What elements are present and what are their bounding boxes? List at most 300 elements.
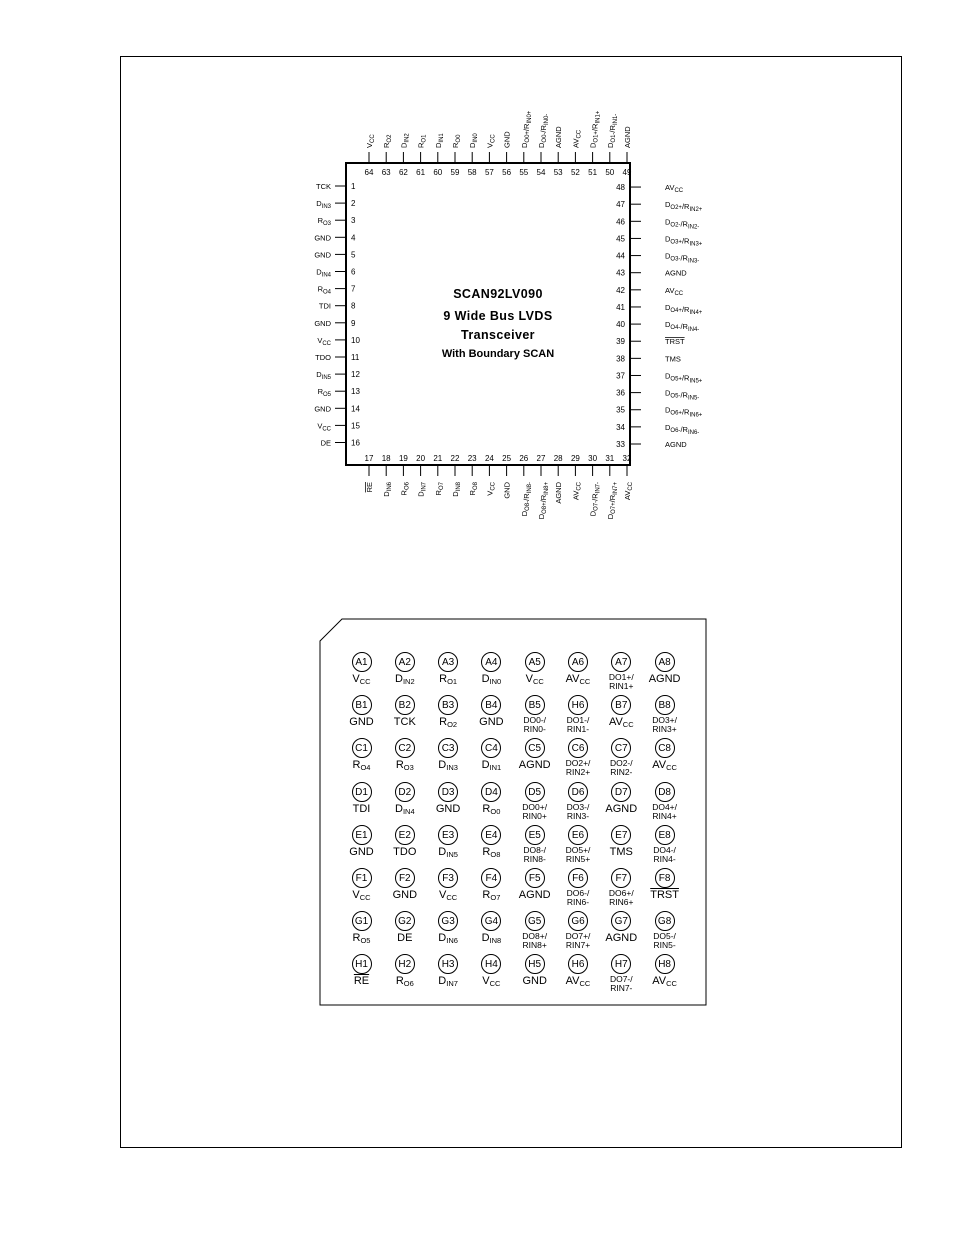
ball-signal: $D_{IN4}$ — [394, 802, 415, 816]
ball-e7 — [600, 825, 643, 858]
pin-label: $AV_{CC}$ — [665, 285, 684, 297]
pin-number: 9 — [351, 318, 356, 328]
pin-number: 56 — [502, 168, 512, 177]
ball-signal: $AV_{CC}$ — [652, 759, 677, 773]
pin-number: 60 — [433, 168, 443, 177]
ball-signal: GND — [522, 975, 547, 988]
pin-number: 64 — [364, 168, 374, 177]
ball-signal: $D_{IN8}$ — [481, 932, 502, 946]
ball-signal: $R_{O1}$ — [439, 673, 458, 686]
pin-number: 16 — [351, 438, 360, 448]
ball-d6 — [557, 782, 600, 821]
ball-signal: GND — [435, 802, 461, 815]
ball-c5 — [513, 738, 556, 771]
ball-id: E8 — [655, 825, 675, 845]
ball-a1 — [340, 652, 383, 688]
ball-e3 — [427, 825, 470, 861]
ball-b8 — [643, 695, 686, 734]
ball-id: F7 — [611, 868, 631, 888]
ball-b7 — [600, 695, 643, 731]
ball-f8 — [643, 868, 686, 901]
pin-number: 34 — [616, 422, 625, 432]
pin-number: 14 — [351, 404, 360, 414]
title-line-4: With Boundary SCAN — [441, 348, 555, 360]
pin-label: $V_{CC}$ — [317, 335, 331, 347]
ball-signal: $D_{IN0}$ — [481, 673, 502, 686]
ball-id: H7 — [611, 954, 631, 974]
ball-id: A3 — [438, 652, 458, 672]
title-line-2: 9 Wide Bus LVDS — [443, 309, 553, 323]
pin-label: GND — [314, 250, 331, 260]
pin-number: 48 — [616, 183, 625, 193]
ball-signal: DE — [397, 932, 413, 945]
ball-signal: $V_{CC}$ — [482, 975, 501, 989]
ball-g7 — [600, 911, 643, 944]
ball-id: F6 — [568, 868, 588, 888]
pin-label: GND — [314, 404, 331, 414]
pin-label: $V_{CC}$ — [365, 134, 376, 148]
ball-id: D7 — [611, 782, 631, 802]
ball-signal: $D_{IN6}$ — [438, 932, 458, 946]
ball-id: E5 — [525, 825, 545, 845]
pin-label: RE — [365, 482, 374, 493]
ball-signal: GND — [349, 845, 374, 858]
pin-number: 7 — [351, 284, 356, 294]
pin-number: 54 — [536, 168, 546, 177]
ball-a4 — [470, 652, 513, 688]
pin-number: 52 — [570, 168, 580, 177]
ball-signal: TMS — [609, 845, 633, 858]
pin-number: 28 — [553, 454, 563, 463]
ball-signal: $D_{IN3}$ — [438, 759, 458, 773]
ball-signal: DO0+/ RIN0+ — [522, 801, 548, 821]
pin-label: TMS — [665, 354, 681, 364]
ball-f1 — [340, 868, 383, 904]
ball-id: C3 — [438, 738, 458, 758]
pin-number: 32 — [622, 454, 632, 463]
ball-signal: $AV_{CC}$ — [565, 673, 591, 686]
pin-label: $D_{IN3}$ — [316, 199, 331, 211]
ball-id: E2 — [395, 825, 415, 845]
ball-id: B1 — [352, 695, 372, 715]
pin-number: 45 — [616, 234, 625, 244]
pin-number: 1 — [351, 182, 356, 191]
ball-id: B8 — [655, 695, 675, 715]
ball-f7 — [600, 868, 643, 907]
ball-signal: GND — [349, 716, 374, 729]
ball-id: G6 — [568, 911, 588, 931]
ball-signal: AGND — [648, 673, 681, 685]
ball-id: E6 — [568, 825, 588, 845]
ball-signal: $R_{O8}$ — [482, 845, 501, 859]
ball-f3 — [427, 868, 470, 904]
ball-signal: DO8+/ RIN8+ — [522, 931, 548, 951]
pin-number: 10 — [351, 335, 360, 345]
pin-number: 26 — [519, 454, 529, 463]
ball-id: D3 — [438, 782, 458, 802]
ball-signal: TRST — [650, 889, 679, 901]
ball-signal: TCK — [393, 716, 416, 729]
ball-id: F5 — [525, 868, 545, 888]
ball-id: F3 — [438, 868, 458, 888]
ball-e4 — [470, 825, 513, 861]
pin-number: 24 — [484, 454, 494, 463]
ball-b2 — [383, 695, 426, 728]
ball-d5 — [513, 782, 556, 821]
ball-id: G7 — [611, 911, 631, 931]
ball-id: F2 — [395, 868, 415, 888]
pin-label: $D_{O1-}/R_{IN1-}$ — [605, 113, 619, 148]
ball-signal: $R_{O3}$ — [395, 759, 414, 773]
ball-id: E1 — [352, 825, 372, 845]
pin-number: 39 — [616, 337, 625, 347]
pin-label: GND — [314, 318, 331, 328]
pin-number: 21 — [433, 454, 443, 463]
pin-label: $D_{IN6}$ — [382, 482, 394, 497]
ball-signal: $R_{O5}$ — [352, 932, 371, 946]
pin-label: $D_{O0-}/R_{IN0-}$ — [537, 113, 550, 148]
ball-id: H1 — [352, 954, 372, 974]
pin-number: 15 — [351, 421, 360, 431]
pin-number: 36 — [616, 388, 625, 398]
pin-label: $V_{CC}$ — [485, 134, 497, 148]
ball-signal: $R_{O7}$ — [482, 889, 501, 902]
ball-id: B3 — [438, 695, 458, 715]
ball-g6 — [557, 911, 600, 950]
pin-label: $D_{O6-}/R_{IN6-}$ — [665, 422, 700, 436]
pin-number: 55 — [519, 168, 529, 177]
ball-signal: $AV_{CC}$ — [608, 716, 634, 730]
ball-signal: DO7+/ RIN7+ — [565, 931, 591, 951]
pin-number: 40 — [616, 320, 625, 330]
ball-signal: DO2-/ RIN2- — [609, 758, 633, 778]
pin-label: $AV_{CC}$ — [571, 129, 583, 148]
ball-id: C2 — [395, 738, 415, 758]
pin-number: 29 — [570, 454, 580, 463]
pin-number: 46 — [616, 217, 625, 227]
ball-signal: $V_{CC}$ — [352, 673, 371, 686]
ball-d4 — [470, 782, 513, 818]
pin-number: 47 — [616, 200, 625, 210]
pin-label: $D_{O4+}/R_{IN4+}$ — [665, 302, 703, 316]
ball-id: E3 — [438, 825, 458, 845]
ball-id: H2 — [395, 954, 415, 974]
ball-id: G4 — [481, 911, 501, 931]
ball-d8 — [643, 782, 686, 821]
ball-b1 — [340, 695, 383, 728]
ball-d2 — [383, 782, 426, 818]
pin-label: TRST — [665, 337, 685, 347]
pin-label: $D_{O7+}/R_{IN7+}$ — [605, 482, 619, 520]
pin-number: 42 — [616, 285, 625, 295]
pin-label: $D_{IN2}$ — [399, 133, 411, 148]
pin-number: 33 — [616, 440, 625, 449]
ball-id: B4 — [481, 695, 501, 715]
ball-id: G3 — [438, 911, 458, 931]
ball-signal: $R_{O0}$ — [482, 802, 501, 816]
ball-g1 — [340, 911, 383, 947]
ball-id: B7 — [611, 695, 631, 715]
ball-c8 — [643, 738, 686, 774]
ball-a3 — [427, 652, 470, 688]
ball-a5 — [513, 652, 556, 688]
pin-label: $D_{O2+}/R_{IN2+}$ — [665, 200, 703, 214]
pin-label: $D_{IN1}$ — [433, 133, 445, 148]
pin-label: AGND — [623, 126, 632, 148]
ball-b5 — [513, 695, 556, 734]
ball-id: F1 — [352, 868, 372, 888]
ball-id: H8 — [655, 954, 675, 974]
pin-label: $D_{O3-}/R_{IN3-}$ — [665, 251, 700, 265]
part-number: SCAN92LV090 — [453, 287, 543, 301]
ball-id: C5 — [525, 738, 545, 758]
ball-signal: GND — [479, 716, 504, 729]
pin-number: 35 — [616, 405, 625, 415]
pin-label: $AV_{CC}$ — [665, 183, 684, 195]
pin-number: 27 — [536, 454, 546, 463]
ball-h3 — [427, 954, 470, 990]
pin-label: $D_{O8-}/R_{IN8-}$ — [519, 482, 533, 517]
pin-label: AGND — [554, 126, 564, 148]
ball-signal: GND — [392, 889, 418, 901]
ball-id: E4 — [481, 825, 501, 845]
ball-g3 — [427, 911, 470, 947]
ball-signal: DO5+/ RIN5+ — [565, 844, 591, 864]
pin-label: $R_{O3}$ — [317, 216, 331, 228]
ball-id: C4 — [481, 738, 501, 758]
ball-h2 — [383, 954, 426, 990]
ball-b4 — [470, 695, 513, 728]
pin-number: 53 — [553, 168, 563, 177]
ball-g8 — [643, 911, 686, 950]
pin-number: 17 — [364, 454, 374, 463]
ball-signal: DO6-/ RIN6- — [566, 888, 590, 907]
ball-signal: DO4+/ RIN4+ — [652, 801, 677, 821]
pin-number: 63 — [381, 168, 391, 177]
pin-label: $D_{IN8}$ — [451, 482, 462, 497]
pin-label: $D_{O8+}/R_{IN8+}$ — [537, 482, 550, 520]
ball-signal: $V_{CC}$ — [525, 673, 544, 686]
ball-id: G8 — [655, 911, 675, 931]
ball-signal: DO0-/ RIN0- — [523, 715, 547, 735]
pin-number: 31 — [605, 454, 615, 463]
ball-c7 — [600, 738, 643, 777]
ball-id: D8 — [655, 782, 675, 802]
ball-id: G1 — [352, 911, 372, 931]
pin-number: 50 — [605, 168, 615, 177]
pin-number: 30 — [588, 454, 598, 463]
ball-id: A2 — [395, 652, 415, 672]
ball-signal: $D_{IN7}$ — [438, 975, 458, 989]
pin-number: 19 — [398, 454, 408, 463]
pin-number: 23 — [467, 454, 477, 463]
pin-label: AGND — [554, 482, 564, 504]
pin-label: AGND — [665, 440, 687, 449]
ball-b3 — [427, 695, 470, 731]
pin-label: $R_{O0}$ — [451, 134, 462, 148]
ball-signal: $R_{O2}$ — [439, 716, 458, 730]
ball-signal: DO2+/ RIN2+ — [565, 758, 591, 778]
pin-label: $D_{IN7}$ — [416, 482, 428, 497]
pin-label: $D_{O7-}/R_{IN7-}$ — [588, 482, 602, 517]
pin-number: 2 — [351, 199, 356, 209]
pin-label: $D_{IN0}$ — [468, 133, 480, 148]
ball-id: A6 — [568, 652, 588, 672]
ball-id: D6 — [568, 782, 588, 802]
title-line-3: Transceiver — [461, 328, 535, 342]
ball-id: C1 — [352, 738, 372, 758]
pin-label: GND — [314, 233, 331, 243]
ball-c2 — [383, 738, 426, 774]
ball-h6 — [557, 695, 600, 734]
ball-signal: $R_{O6}$ — [395, 975, 414, 989]
ball-g4 — [470, 911, 513, 947]
pin-label: TCK — [316, 182, 331, 191]
pin-number: 58 — [467, 168, 477, 177]
ball-id: E7 — [611, 825, 631, 845]
pin-number: 8 — [351, 301, 356, 311]
ball-signal: AGND — [605, 802, 638, 815]
ball-e1 — [340, 825, 383, 858]
ball-signal: DO3-/ RIN3- — [566, 801, 590, 821]
ball-d7 — [600, 782, 643, 815]
pin-number: 20 — [416, 454, 426, 463]
ball-h7 — [600, 954, 643, 993]
ball-e6 — [557, 825, 600, 864]
ball-f4 — [470, 868, 513, 904]
ball-a7 — [600, 652, 643, 691]
pin-label: $R_{O8}$ — [468, 482, 480, 496]
ball-id: C7 — [611, 738, 631, 758]
pin-label: $AV_{CC}$ — [571, 482, 583, 501]
ball-signal: DO3+/ RIN3+ — [652, 715, 677, 735]
pin-number: 18 — [381, 454, 391, 463]
ball-e8 — [643, 825, 686, 864]
pin-label: $R_{O2}$ — [382, 134, 394, 148]
ball-f6 — [557, 868, 600, 907]
pin-label: $D_{IN5}$ — [316, 370, 331, 382]
pin-number: 11 — [351, 353, 360, 362]
pin-number: 5 — [351, 250, 356, 260]
ball-signal: DO4-/ RIN4- — [653, 844, 676, 864]
ball-id: D4 — [481, 782, 501, 802]
ball-id: A8 — [655, 652, 675, 672]
ball-id: D1 — [352, 782, 372, 802]
ball-signal: TDO — [393, 845, 417, 858]
ball-id: B5 — [525, 695, 545, 715]
ball-id: C8 — [655, 738, 675, 758]
ball-h6 — [557, 954, 600, 990]
pin-label: AGND — [665, 268, 687, 278]
ball-signal: TDI — [352, 802, 371, 815]
pin-number: 61 — [416, 168, 426, 177]
ball-signal: DO1-/ RIN1- — [566, 715, 590, 735]
ball-id: A1 — [352, 652, 372, 672]
pin-label: $R_{O6}$ — [399, 482, 411, 496]
ball-signal: DO1+/ RIN1+ — [608, 672, 634, 691]
pin-number: 37 — [616, 371, 625, 381]
pin-label: $D_{O0+}/R_{IN0+}$ — [519, 110, 533, 148]
ball-a8 — [643, 652, 686, 685]
pin-label: $D_{IN4}$ — [316, 267, 331, 279]
ball-id: A4 — [481, 652, 501, 672]
ball-signal: $AV_{CC}$ — [565, 975, 591, 989]
pin-number: 62 — [398, 168, 408, 177]
ball-signal: AGND — [605, 932, 638, 945]
ball-id: A5 — [525, 652, 545, 672]
pin-number: 51 — [588, 168, 598, 177]
pin-label: GND — [502, 482, 512, 499]
ball-e2 — [383, 825, 426, 858]
ball-signal: AGND — [518, 889, 551, 901]
pin-number: 22 — [450, 454, 460, 463]
ball-id: H3 — [438, 954, 458, 974]
ball-a2 — [383, 652, 426, 688]
ball-c4 — [470, 738, 513, 774]
ball-g5 — [513, 911, 556, 950]
ball-h5 — [513, 954, 556, 987]
ball-d3 — [427, 782, 470, 815]
ball-signal: $D_{IN1}$ — [481, 759, 502, 773]
ball-id: G5 — [525, 911, 545, 931]
ball-signal: $D_{IN2}$ — [394, 673, 415, 686]
ball-c1 — [340, 738, 383, 774]
ball-id: H6 — [568, 695, 588, 715]
pin-number: 59 — [450, 168, 460, 177]
pin-label: $D_{O1+}/R_{IN1+}$ — [588, 110, 602, 148]
pin-label: TDO — [315, 353, 331, 362]
pin-number: 43 — [616, 268, 625, 278]
ball-signal: $V_{CC}$ — [352, 889, 371, 902]
pin-number: 38 — [616, 354, 625, 364]
ball-signal: DO5-/ RIN5- — [653, 931, 676, 951]
ball-signal: $V_{CC}$ — [439, 889, 458, 902]
ball-c6 — [557, 738, 600, 777]
pin-label: $D_{O5-}/R_{IN5-}$ — [665, 388, 700, 402]
pin-number: 41 — [616, 302, 625, 312]
pin-label: DE — [320, 438, 331, 448]
ball-id: C6 — [568, 738, 588, 758]
pin-label: $R_{O7}$ — [433, 482, 445, 496]
pin-label: $R_{O5}$ — [317, 387, 331, 399]
pin-label: TDI — [318, 301, 331, 311]
ball-e5 — [513, 825, 556, 864]
pin-label: $D_{O3+}/R_{IN3+}$ — [665, 234, 703, 248]
ball-signal: AGND — [518, 759, 551, 772]
ball-signal: $AV_{CC}$ — [652, 975, 677, 989]
ball-signal: $R_{O4}$ — [352, 759, 371, 773]
ball-id: A7 — [611, 652, 631, 672]
pin-label: $V_{CC}$ — [485, 482, 497, 496]
ball-id: G2 — [395, 911, 415, 931]
pin-number: 49 — [622, 168, 632, 177]
pin-label: $D_{O6+}/R_{IN6+}$ — [665, 405, 703, 419]
ball-f2 — [383, 868, 426, 901]
ball-signal: DO8-/ RIN8- — [523, 844, 547, 864]
pin-label: $D_{O4-}/R_{IN4-}$ — [665, 320, 700, 334]
ball-id: H4 — [481, 954, 501, 974]
pin-label: $R_{O4}$ — [317, 284, 331, 296]
ball-h4 — [470, 954, 513, 990]
ball-f5 — [513, 868, 556, 901]
ball-id: F4 — [481, 868, 501, 888]
pin-label: $D_{O2-}/R_{IN2-}$ — [665, 217, 700, 231]
pin-number: 12 — [351, 370, 360, 380]
ball-id: H5 — [525, 954, 545, 974]
pin-number: 13 — [351, 387, 360, 397]
pin-number: 44 — [616, 251, 625, 261]
pin-label: $D_{O5+}/R_{IN5+}$ — [665, 371, 703, 385]
